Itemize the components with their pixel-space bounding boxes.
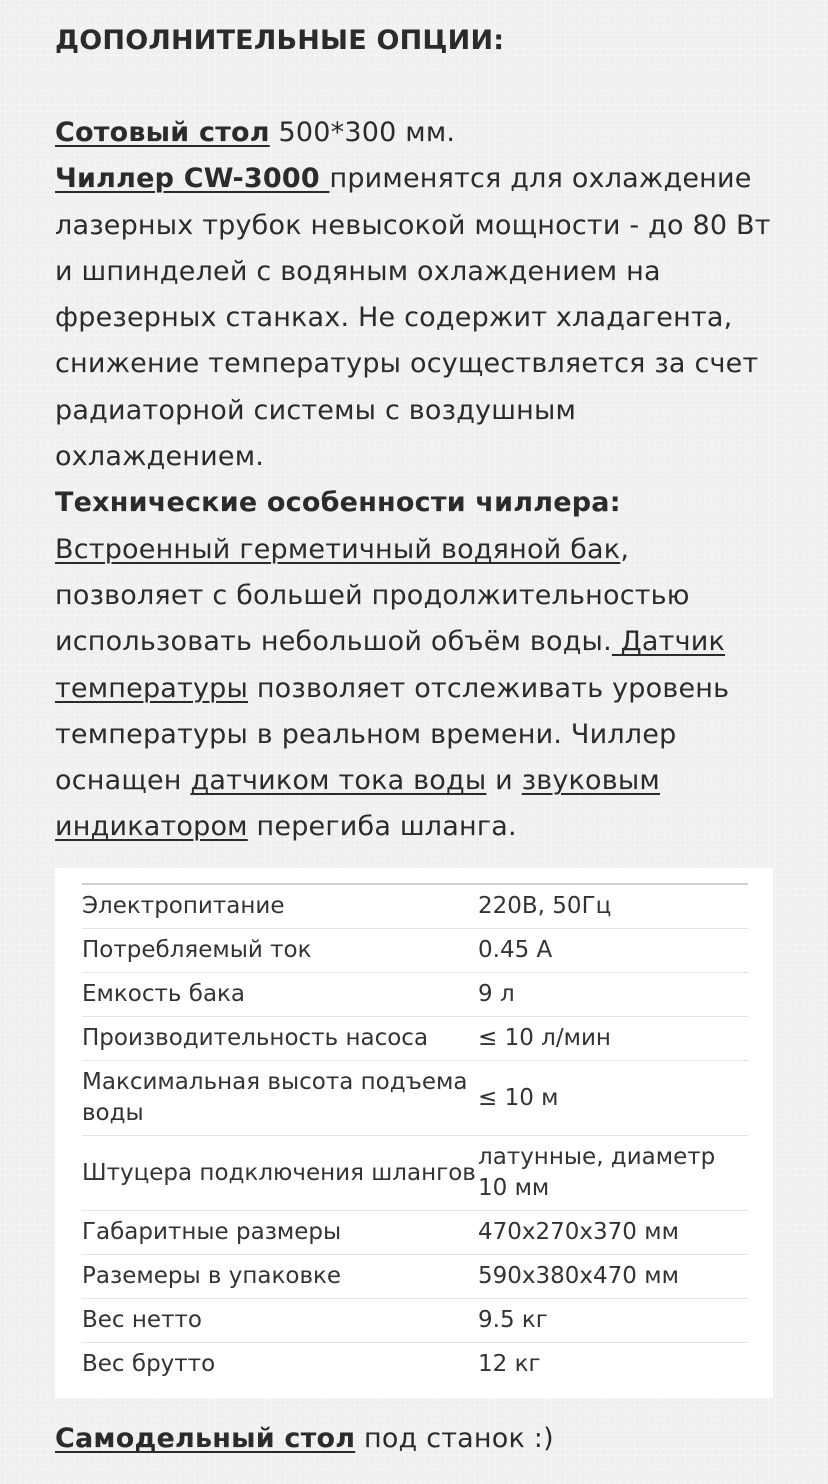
specs-card bbox=[55, 868, 773, 1398]
chiller-features-paragraph bbox=[55, 527, 785, 851]
diy-table-paragraph bbox=[55, 1416, 554, 1462]
chiller-features-title: Технические особенности чиллера: bbox=[55, 487, 621, 519]
spec-key: Максимальная высота подъема воды bbox=[82, 1069, 468, 1126]
spec-value: 220В, 50Гц bbox=[478, 893, 612, 919]
spec-value: 590x380x470 мм bbox=[478, 1263, 679, 1289]
table-row bbox=[82, 1211, 748, 1255]
spec-value: 0.45 А bbox=[478, 937, 553, 963]
table-row bbox=[82, 1255, 748, 1299]
spec-key: Вес брутто bbox=[82, 1351, 216, 1377]
table-row bbox=[82, 1017, 748, 1061]
features-text-4: перегиба шланга. bbox=[247, 811, 517, 843]
spacer bbox=[55, 64, 785, 110]
water-flow-sensor-link[interactable]: датчиком тока воды bbox=[190, 765, 487, 797]
spec-key: Производительность насоса bbox=[82, 1025, 429, 1051]
table-row bbox=[82, 1343, 748, 1387]
diy-table-text: под станок :) bbox=[355, 1423, 554, 1454]
water-tank-link[interactable]: Встроенный герметичный водяной бак bbox=[55, 533, 621, 565]
spec-key: Габаритные размеры bbox=[82, 1219, 342, 1245]
spec-value: 9.5 кг bbox=[478, 1307, 548, 1333]
table-row bbox=[82, 929, 748, 973]
features-text-2: позволяет отслеживать уровень температуры в реальном времени. Чиллер оснащен bbox=[55, 672, 730, 797]
spec-key: Раземеры в упаковке bbox=[82, 1263, 342, 1289]
table-row bbox=[82, 1136, 748, 1211]
table-row bbox=[82, 1299, 748, 1343]
spec-value: 12 кг bbox=[478, 1351, 541, 1377]
table-row bbox=[82, 973, 748, 1017]
temperature-sensor-link[interactable]: Датчик температуры bbox=[55, 626, 726, 704]
diy-table-link[interactable]: Самодельный стол bbox=[55, 1423, 356, 1454]
spec-key: Потребляемый ток bbox=[82, 937, 312, 963]
spec-key: Штуцера подключения шлангов bbox=[82, 1159, 476, 1186]
spec-value: 470x270x370 мм bbox=[478, 1219, 679, 1245]
table-row bbox=[82, 1061, 748, 1136]
spec-key: Вес нетто bbox=[82, 1307, 202, 1333]
article-body bbox=[55, 18, 785, 851]
spec-value: ≤ 10 л/мин bbox=[478, 1025, 611, 1051]
section-heading: ДОПОЛНИТЕЛЬНЫЕ ОПЦИИ: bbox=[55, 25, 505, 56]
spec-value: латунные, диаметр 10 мм bbox=[478, 1144, 716, 1201]
chiller-paragraph bbox=[55, 156, 785, 480]
specs-table bbox=[82, 883, 748, 1386]
honeycomb-table-size: 500*300 мм. bbox=[269, 117, 456, 148]
spec-key: Электропитание bbox=[82, 893, 285, 919]
features-text-1: , позволяет с большей продолжительностью использовать небольшой объём воды. bbox=[55, 533, 690, 658]
spec-value: 9 л bbox=[478, 981, 515, 1007]
chiller-link[interactable]: Чиллер CW-3000 bbox=[55, 163, 330, 195]
spec-key: Емкость бака bbox=[82, 981, 246, 1007]
spec-value: ≤ 10 м bbox=[478, 1084, 559, 1111]
features-text-3: и bbox=[486, 765, 522, 797]
chiller-description: применятся для охлаждение лазерных трубок невысокой мощности - до 80 Вт и шпинделей с водяным охлаждением на фрезерных станках. Не содержит хладагента, снижение температуры осуществляется за счет радиаторной системы с воздушным охлаждением. bbox=[55, 163, 771, 473]
honeycomb-table-link[interactable]: Сотовый стол bbox=[55, 117, 270, 148]
table-row bbox=[82, 884, 748, 929]
honeycomb-table-paragraph bbox=[55, 110, 785, 156]
sound-indicator-link[interactable]: звуковым индикатором bbox=[55, 765, 660, 843]
